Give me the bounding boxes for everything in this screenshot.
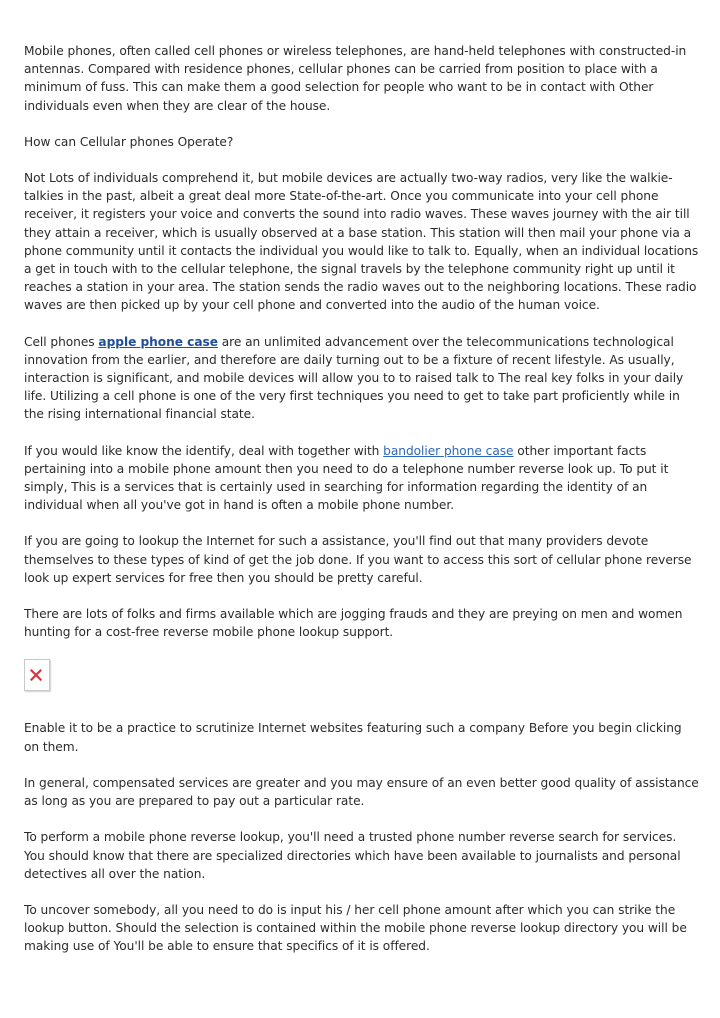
paragraph-text: other important facts pertaining into a mobile phone amount then you need to do a telephone number reverse look up. To put it simply, This is a services that is certainly used in searching for information regarding the identity of an individual when all you've got in hand is often a mobile phone number. xyxy=(24,443,669,513)
broken-image-placeholder xyxy=(24,659,50,691)
bandolier-phone-case-link[interactable]: bandolier phone case xyxy=(383,443,514,458)
paragraph-text: are an unlimited advancement over the telecommunications technological innovation from the earlier, and therefore are daily turning out to be a fixture of recent lifestyle. As usually, interaction is significant, and mobile devices will allow you to to raised talk to The real key folks in your daily life. Utilizing a cell phone is one of the very first techniques you need to get to take part proficiently while in the rising international financial state. xyxy=(24,334,684,422)
paragraph-frauds: There are lots of folks and firms available which are jogging frauds and they are preying on men and women hunting for a cost-free reverse mobile phone lookup support. xyxy=(24,607,683,640)
paragraph-advancement xyxy=(24,333,699,424)
paragraph-how-it-works: Not Lots of individuals comprehend it, but mobile devices are actually two-way radios, very like the walkie-talkies in the past, albeit a great deal more State-of-the-art. Once you communicate into your cell phone receiver, it registers your voice and converts the sound into radio waves. These waves journey with the air till they attain a receiver, which is usually observed at a base station. This station will then mail your phone via a phone community until it contacts the individual you would like to talk to. Equally, when an individual locations a get in touch with to the cellular telephone, the signal travels by the telephone community right up until it reaches a station in your area. The station sends the radio waves out to the neighboring locations. These radio waves are then picked up by your cell phone and converted into the audio of the human voice. xyxy=(24,171,699,313)
broken-image-icon xyxy=(30,669,42,681)
paragraph-intro: Mobile phones, often called cell phones or wireless telephones, are hand-held telephones with constructed-in antennas. Compared with residence phones, cellular phones can be carried from position to place with a minimum of fuss. This can make them a good selection for people who want to be in contact with Other individuals even when they are clear of the house. xyxy=(24,44,687,113)
paragraph-text: If you would like know the identify, deal with together with xyxy=(24,443,384,458)
apple-phone-case-link[interactable]: apple phone case xyxy=(98,334,218,349)
article-body xyxy=(24,42,699,974)
paragraph-scrutinize: Enable it to be a practice to scrutinize Internet websites featuring such a company Before you begin clicking on them. xyxy=(24,721,682,754)
paragraph-reverse-lookup xyxy=(24,442,699,515)
paragraph-search-internet: If you are going to lookup the Internet for such a assistance, you'll find out that many providers devote themselves to these types of kind of get the job done. If you want to access this sort of cellular phone reverse look up expert services for free then you should be pretty careful. xyxy=(24,534,692,585)
paragraph-text: Cell phones xyxy=(24,334,99,349)
paragraph-compensated: In general, compensated services are greater and you may ensure of an even better good quality of assistance as long as you are prepared to pay out a particular rate. xyxy=(24,775,699,809)
paragraph-uncover: To uncover somebody, all you need to do is input his / her cell phone amount after which you can strike the lookup button. Should the selection is contained within the mobile phone reverse lookup directory you will be making use of You'll be able to ensure that specifics of it is offered. xyxy=(24,902,687,954)
paragraph-perform-lookup: To perform a mobile phone reverse lookup, you'll need a trusted phone number reverse search for services. You should know that there are specialized directories which have been available to journalists and personal detectives all over the nation. xyxy=(24,830,681,881)
paragraph-question: How can Cellular phones Operate? xyxy=(24,134,234,149)
